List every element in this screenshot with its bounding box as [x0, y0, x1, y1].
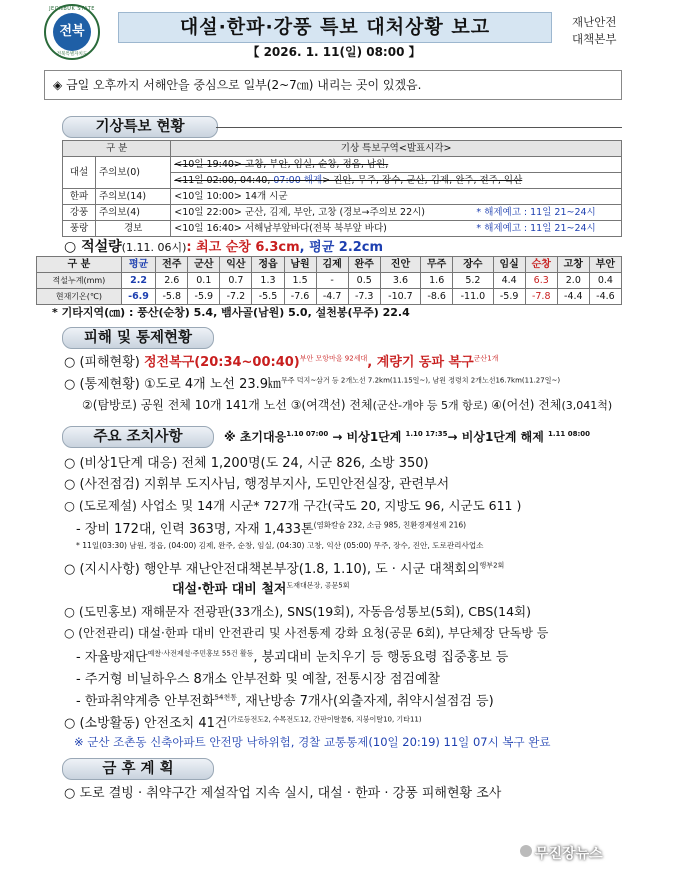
- warning-type: 대설: [63, 157, 96, 189]
- road-control: ①도로 4개 노선 23.9㎞: [143, 377, 282, 392]
- report-date: 【 2026. 1. 11(일) 08:00 】: [247, 45, 421, 59]
- snow-col-header: 김제: [316, 257, 348, 273]
- snowfall-asof: (1.11. 06시): [121, 241, 187, 254]
- warning-level: 경보: [96, 221, 171, 237]
- fishing-control: ④(어선) 전체: [491, 398, 562, 412]
- warning-level: 주의보(4): [96, 205, 171, 221]
- snowfall-summary: [64, 236, 383, 256]
- fishing-control-note: (3,041척): [561, 399, 613, 412]
- department-line2: 대책본부: [572, 32, 617, 46]
- snow-col-header: 진안: [380, 257, 420, 273]
- timeline-time3: 1.11 08:00: [548, 430, 591, 438]
- snow-col-header: 무주: [421, 257, 453, 273]
- action-item: ○ (사전점검) 지휘부 도지사님, 행정부지사, 도민안전실장, 관련부서: [64, 477, 450, 492]
- weather-warning-table: [62, 140, 622, 237]
- snowfall-avg: , 평균 2.2cm: [299, 240, 384, 255]
- department-line1: 재난안전: [572, 15, 617, 29]
- control-status-2: [82, 396, 612, 413]
- timeline-step2: → 비상1단계 해제: [447, 430, 549, 444]
- snow-depth-cell: 0.7: [220, 273, 252, 289]
- power-restore: 정전복구(20:34~00:40): [143, 355, 300, 370]
- section-divider: [216, 127, 622, 128]
- snow-col-header: 부안: [589, 257, 621, 273]
- damage-label: ○ (피해현황): [64, 355, 144, 370]
- temperature-cell: -7.3: [348, 289, 380, 305]
- snow-depth-cell: 0.5: [348, 273, 380, 289]
- logo-ring-top: JEONBUK STATE: [49, 6, 95, 12]
- directive-focus: 대설·한파 대비 철저: [172, 582, 287, 597]
- action-item-sub: [76, 518, 466, 537]
- action-item-sub: - 주거형 비닐하우스 8개소 안부전화 및 예찰, 전통시장 점검예찰: [76, 672, 441, 687]
- timeline-time2: 1.10 17:35: [405, 430, 448, 438]
- snow-depth-cell: 2.0: [557, 273, 589, 289]
- temperature-cell: -7.2: [220, 289, 252, 305]
- snow-col-header: 고창: [557, 257, 589, 273]
- timeline-label: ※ 초기대응: [224, 430, 287, 444]
- temperature-cell: -5.8: [156, 289, 188, 305]
- snow-depth-cell: 1.3: [252, 273, 284, 289]
- temperature-cell: -7.8: [525, 289, 557, 305]
- warning-area-line2: [171, 173, 622, 189]
- section-damage-header: 피해 및 통제현황: [62, 327, 214, 349]
- action-item-sub: [76, 690, 494, 709]
- volunteer-note: 예찰·사전제설·주민홍보 55건 활동: [147, 649, 254, 658]
- report-title: 대설·한파·강풍 특보 대처상황 보고: [118, 12, 552, 43]
- warning-level: 주의보(0): [96, 157, 171, 189]
- fire-activity-note: (가로등전도2, 수목전도12, 간판이탈물6, 지붕이탈10, 기타11): [227, 715, 422, 724]
- call-note: 54천통: [214, 693, 237, 702]
- department: [572, 14, 632, 48]
- snow-row-label: 현재기온(℃): [37, 289, 122, 305]
- directive-focus-note: 도재대본장, 공문5회: [286, 581, 350, 590]
- temperature-cell: -7.6: [284, 289, 316, 305]
- snowfall-max: : 최고 순창 6.3cm: [186, 240, 300, 255]
- incident-note: ※ 군산 조촌동 신축아파트 안전망 낙하위험, 경찰 교통통제(10일 20:19) 11일 07시 복구 완료: [74, 735, 551, 749]
- snow-depth-cell: 2.2: [121, 273, 155, 289]
- snowfall-other-areas: * 기타지역(㎝) : 풍산(순창) 5.4, 뱀사골(남원) 5.0, 설천봉(무주) 22.4: [52, 306, 410, 319]
- warning-type: 풍랑: [63, 221, 96, 237]
- action-item: [64, 558, 504, 577]
- directive-note: 행부2회: [479, 561, 505, 570]
- snow-depth-cell: 1.5: [284, 273, 316, 289]
- snow-col-header: 군산: [188, 257, 220, 273]
- snow-depth-cell: 6.3: [525, 273, 557, 289]
- snow-col-header: 정읍: [252, 257, 284, 273]
- action-item: ○ (도로제설) 사업소 및 14개 시군* 727개 구간(국도 20, 지방도 96, 시군도 611 ): [64, 498, 522, 513]
- warning-area: <10일 22:00> 군산, 김제, 부안, 고창 (경보→주의보 22시): [171, 205, 474, 221]
- response-timeline: [224, 428, 590, 445]
- temperature-cell: -4.7: [316, 289, 348, 305]
- call-rest: , 재난방송 7개사(외출자제, 취약시설점검 등): [236, 694, 494, 709]
- snowfall-label: ○ 적설량: [64, 239, 122, 255]
- warning-release-note: * 해제예고 : 11일 21~24시: [473, 221, 621, 237]
- damage-status: [64, 351, 498, 370]
- action-item-sub: [76, 646, 508, 665]
- snow-col-header: 순창: [525, 257, 557, 273]
- jeonbuk-logo: [44, 4, 100, 60]
- warning-level: 주의보(14): [96, 189, 171, 205]
- warning-cleared-text: 07:00 해제: [273, 175, 323, 186]
- meter-restore: , 계량기 동파 복구: [367, 355, 474, 370]
- snow-depth-cell: 4.4: [493, 273, 525, 289]
- warning-area: <10일 19:40> 고창, 부안, 임실, 순창, 정읍, 남원,: [171, 157, 622, 173]
- fire-activity: ○ (소방활동) 안전조치 41건: [64, 716, 228, 731]
- warning-area: <10일 16:40> 서해남부앞바다(전북 북부앞 바다): [171, 221, 474, 237]
- temperature-cell: -4.4: [557, 289, 589, 305]
- snow-col-header: 전주: [156, 257, 188, 273]
- section-weather-header: 기상특보 현황: [62, 116, 218, 138]
- snowfall-table: [36, 256, 622, 305]
- materials-note: (염화칼슘 232, 소금 985, 친환경제설제 216): [313, 520, 467, 530]
- warning-type: 강풍: [63, 205, 96, 221]
- ferry-control-note: (군산-개야 등 5개 항로): [372, 399, 492, 412]
- control-label: ○ (통제현황): [64, 377, 144, 392]
- action-item: ○ (도민홍보) 재해문자 전광판(33개소), SNS(19회), 자동음성통보(5회), CBS(14회): [64, 604, 531, 619]
- snow-depth-cell: -: [316, 273, 348, 289]
- temperature-cell: -10.7: [380, 289, 420, 305]
- snow-depth-cell: 5.2: [453, 273, 493, 289]
- control-status: [64, 373, 560, 392]
- snow-col-header: 남원: [284, 257, 316, 273]
- snow-col-header: 평균: [121, 257, 155, 273]
- warning-area-line2-c: > 진안, 무주, 장수, 군산, 김제, 완주, 전주, 익산: [322, 175, 523, 186]
- section-plan-header: 금 후 계 획: [62, 758, 214, 780]
- snow-depth-cell: 0.4: [589, 273, 621, 289]
- snow-col-header-label: 구 분: [37, 257, 122, 273]
- snow-depth-cell: 2.6: [156, 273, 188, 289]
- snow-depth-cell: 1.6: [421, 273, 453, 289]
- action-item-sub: [172, 578, 349, 597]
- ferry-control: ③(여객선) 전체: [290, 398, 373, 412]
- forecast-advisory: ◈ 금일 오후까지 서해안을 중심으로 일부(2~7㎝) 내리는 곳이 있겠음.: [44, 70, 622, 100]
- watermark-logo-icon: [520, 845, 532, 857]
- snow-depth-cell: 3.6: [380, 273, 420, 289]
- temperature-cell: -6.9: [121, 289, 155, 305]
- section-actions-header: 주요 조치사항: [62, 426, 214, 448]
- temperature-cell: -5.9: [188, 289, 220, 305]
- logo-text: 전북: [53, 13, 91, 51]
- snow-col-header: 임실: [493, 257, 525, 273]
- watermark: 무진장뉴스: [535, 846, 603, 862]
- snow-depth-cell: 0.1: [188, 273, 220, 289]
- meter-restore-note: 군산1개: [473, 354, 499, 363]
- action-note: * 11일(03:30) 남원, 정읍, (04:00) 김제, 완주, 순창, 임실, (04:30) 고창, 익산 (05:00) 무주, 장수, 진안, 도로관리사업소: [76, 541, 484, 550]
- snow-row-label: 적설누계(mm): [37, 273, 122, 289]
- snow-col-header: 장수: [453, 257, 493, 273]
- col-header-category: 구 분: [63, 141, 171, 157]
- temperature-cell: -8.6: [421, 289, 453, 305]
- action-item: ○ (비상1단계 대응) 전체 1,200명(도 24, 시군 826, 소방 350): [64, 456, 429, 471]
- temperature-cell: -4.6: [589, 289, 621, 305]
- temperature-cell: -5.5: [252, 289, 284, 305]
- timeline-time1: 1.10 07:00: [286, 430, 329, 438]
- warning-area-line2-a: <11일 02:00, 04:40,: [174, 175, 274, 186]
- snow-col-header: 익산: [220, 257, 252, 273]
- warning-release-note: * 해제예고 : 11일 21~24시: [473, 205, 621, 221]
- action-item: ○ (안전관리) 대설·한파 대비 안전관리 및 사전통제 강화 요청(공문 6회), 부단체장 단독방 등: [64, 626, 549, 640]
- plan-item: ○ 도로 결빙 · 취약구간 제설작업 지속 실시, 대설 · 한파 · 강풍 피해현황 조사: [64, 786, 502, 801]
- equipment-summary: - 장비 172대, 인력 363명, 자재 1,433톤: [76, 522, 314, 537]
- warning-type: 한파: [63, 189, 96, 205]
- road-control-note: 무주 덕지~삼거 등 2개노선 7.2km(11.15일~), 남원 정령치 2개노선16.7km(11.27일~): [281, 376, 561, 385]
- temperature-cell: -5.9: [493, 289, 525, 305]
- action-item: [64, 712, 422, 731]
- volunteer-label: - 자율방재단: [76, 650, 148, 665]
- volunteer-rest: , 붕괴대비 눈치우기 등 행동요령 집중홍보 등: [253, 650, 509, 665]
- col-header-area: 기상 특보구역<발표시각>: [171, 141, 622, 157]
- trail-control: ②(탐방로) 공원 전체 10개 141개 노선: [82, 398, 291, 412]
- temperature-cell: -11.0: [453, 289, 493, 305]
- logo-ring-bottom: 전북특별자치도: [56, 52, 88, 57]
- call-label: - 한파취약계층 안부전화: [76, 694, 215, 709]
- snow-col-header: 완주: [348, 257, 380, 273]
- timeline-step1: → 비상1단계: [328, 430, 406, 444]
- warning-area: <10일 10:00> 14개 시군: [171, 189, 622, 205]
- directive-line: ○ (지시사항) 행안부 재난안전대책본부장(1.8, 1.10), 도 · 시군 대책회의: [64, 562, 480, 577]
- power-restore-note: 부안 모항마을 92세대: [299, 354, 368, 363]
